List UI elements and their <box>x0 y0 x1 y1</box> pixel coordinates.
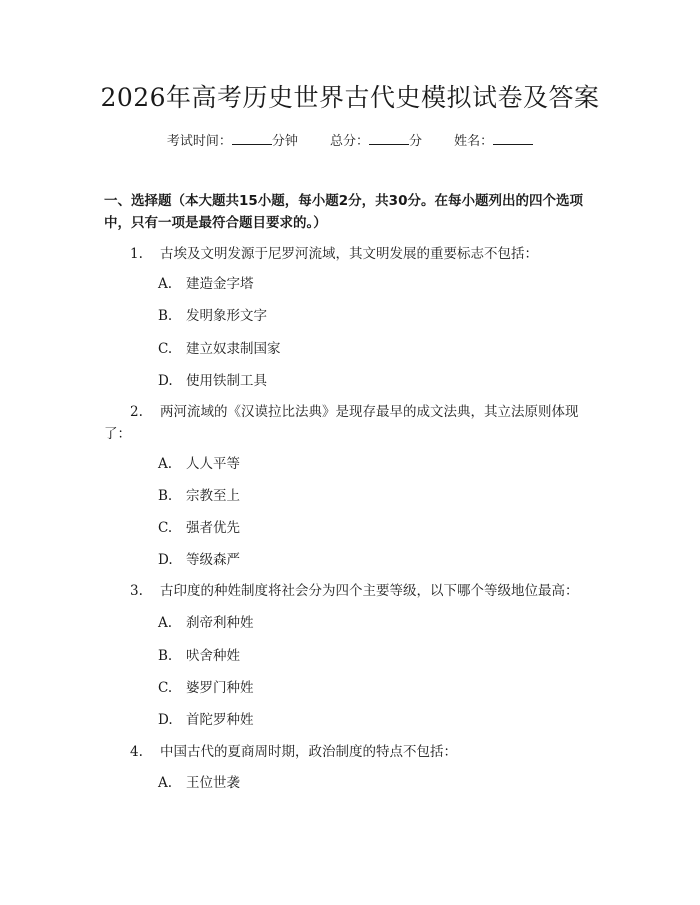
option-letter: A. <box>158 775 173 791</box>
option-letter: A. <box>158 456 173 472</box>
option-letter: B. <box>158 648 173 664</box>
option-text: 吠舍种姓 <box>186 648 240 664</box>
question-number: 2. <box>130 404 143 420</box>
question-stem: 两河流域的《汉谟拉比法典》是现存最早的成文法典，其立法原则体现了： <box>104 404 579 442</box>
score-blank <box>369 131 409 145</box>
option-letter: B. <box>158 308 173 324</box>
option-1-b <box>158 305 267 327</box>
option-2-a <box>158 453 240 475</box>
question-number: 1. <box>130 246 143 262</box>
option-text: 人人平等 <box>186 456 240 472</box>
option-text: 发明象形文字 <box>186 308 267 324</box>
option-text: 刹帝利种姓 <box>186 615 254 631</box>
time-blank <box>232 131 272 145</box>
option-letter: C. <box>158 520 173 536</box>
question-stem: 古埃及文明发源于尼罗河流域，其文明发展的重要标志不包括： <box>160 246 538 262</box>
question-3 <box>104 580 598 602</box>
option-1-c <box>158 338 281 360</box>
question-number: 4. <box>130 744 143 760</box>
option-1-d <box>158 370 267 392</box>
question-2 <box>104 401 598 445</box>
page-title: 2026年高考历史世界古代史模拟试卷及答案 <box>100 83 600 112</box>
option-2-c <box>158 517 240 539</box>
score-label: 总分： <box>329 134 369 149</box>
option-text: 等级森严 <box>186 552 240 568</box>
option-2-d <box>158 549 240 571</box>
section-heading: 一、选择题（本大题共15小题，每小题2分，共30分。在每小题列出的四个选项中，只有一项是最符合题目要求的。） <box>104 193 583 231</box>
question-4 <box>104 741 598 763</box>
score-unit: 分 <box>409 134 423 149</box>
option-letter: D. <box>158 552 173 568</box>
option-text: 建立奴隶制国家 <box>186 341 281 357</box>
option-letter: D. <box>158 712 173 728</box>
exam-meta <box>0 131 700 152</box>
option-1-a <box>158 273 254 295</box>
option-text: 建造金字塔 <box>186 276 254 292</box>
option-letter: C. <box>158 341 173 357</box>
option-letter: A. <box>158 615 173 631</box>
time-label: 考试时间： <box>166 134 232 149</box>
option-letter: D. <box>158 373 173 389</box>
option-4-a <box>158 772 240 794</box>
option-text: 婆罗门种姓 <box>186 680 254 696</box>
option-letter: B. <box>158 488 173 504</box>
option-3-c <box>158 677 254 699</box>
name-blank <box>493 131 533 145</box>
question-1 <box>104 243 598 265</box>
option-3-b <box>158 645 240 667</box>
question-stem: 中国古代的夏商周时期，政治制度的特点不包括： <box>160 744 457 760</box>
option-text: 宗教至上 <box>186 488 240 504</box>
option-3-a <box>158 612 254 634</box>
exam-time <box>167 131 298 152</box>
option-text: 使用铁制工具 <box>186 373 267 389</box>
time-unit: 分钟 <box>271 134 298 149</box>
option-text: 强者优先 <box>186 520 240 536</box>
question-number: 3. <box>130 583 143 599</box>
question-stem: 古印度的种姓制度将社会分为四个主要等级，以下哪个等级地位最高： <box>160 583 579 599</box>
option-text: 王位世袭 <box>186 775 240 791</box>
option-2-b <box>158 485 240 507</box>
option-text: 首陀罗种姓 <box>186 712 254 728</box>
option-letter: A. <box>158 276 173 292</box>
exam-name <box>454 131 533 152</box>
name-label: 姓名： <box>454 134 494 149</box>
option-letter: C. <box>158 680 173 696</box>
option-3-d <box>158 709 254 731</box>
exam-score <box>330 131 422 152</box>
